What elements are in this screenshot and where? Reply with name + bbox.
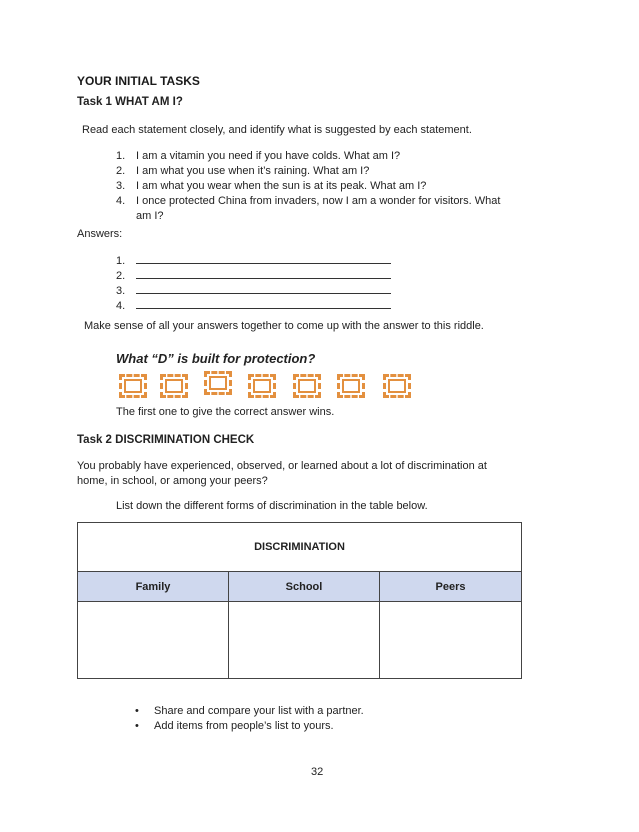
answer-blank[interactable] [136, 269, 391, 279]
table-cell-family[interactable] [78, 602, 229, 679]
section-title: YOUR INITIAL TASKS [77, 74, 200, 88]
table-title: DISCRIMINATION [78, 523, 522, 572]
answer-blank[interactable] [136, 284, 391, 294]
column-header-school: School [229, 572, 380, 602]
answer-blank[interactable] [136, 299, 391, 309]
bullet-icon: • [135, 705, 139, 717]
table-cell-school[interactable] [229, 602, 380, 679]
answers-label: Answers: [77, 228, 123, 240]
statement-item: 1. I am a vitamin you need if you have colds. What am I? [116, 150, 401, 162]
task2-title: Task 2 DISCRIMINATION CHECK [77, 434, 255, 446]
bullet-icon: • [135, 720, 139, 732]
letter-box[interactable] [119, 374, 147, 398]
task2-intro-line2: home, in school, or among your peers? [77, 475, 268, 487]
table-cell-peers[interactable] [380, 602, 522, 679]
riddle-instruction: Make sense of all your answers together to come up with the answer to this riddle. [84, 320, 484, 332]
answer-line[interactable]: 1. [116, 254, 391, 267]
column-header-family: Family [78, 572, 229, 602]
page-number: 32 [311, 766, 324, 778]
task2-list-instruction: List down the different forms of discrimination in the table below. [116, 500, 428, 512]
answer-line[interactable]: 2. [116, 269, 391, 282]
answer-blank[interactable] [136, 254, 391, 264]
column-header-peers: Peers [380, 572, 522, 602]
statement-item-continuation: am I? [136, 210, 164, 222]
task2-intro-line1: You probably have experienced, observed, or learned about a lot of discrimination at [77, 460, 487, 472]
discrimination-table [77, 522, 522, 679]
answer-line[interactable]: 3. [116, 284, 391, 297]
statement-item: 2. I am what you use when it’s raining. What am I? [116, 165, 370, 177]
letter-box[interactable] [248, 374, 276, 398]
letter-box[interactable] [160, 374, 188, 398]
letter-box[interactable] [337, 374, 365, 398]
task1-instruction: Read each statement closely, and identify what is suggested by each statement. [82, 124, 472, 136]
statement-item: 3. I am what you wear when the sun is at its peak. What am I? [116, 180, 427, 192]
letter-box[interactable] [383, 374, 411, 398]
list-item: • Add items from people’s list to yours. [135, 720, 334, 732]
statement-item: 4. I once protected China from invaders, now I am a wonder for visitors. What [116, 195, 501, 207]
win-text: The first one to give the correct answer wins. [116, 406, 335, 418]
letter-box[interactable] [204, 371, 232, 395]
riddle-question: What “D” is built for protection? [116, 351, 316, 366]
list-item: • Share and compare your list with a partner. [135, 705, 364, 717]
answer-line[interactable]: 4. [116, 299, 391, 312]
letter-box[interactable] [293, 374, 321, 398]
task1-title: Task 1 WHAT AM I? [77, 96, 183, 108]
